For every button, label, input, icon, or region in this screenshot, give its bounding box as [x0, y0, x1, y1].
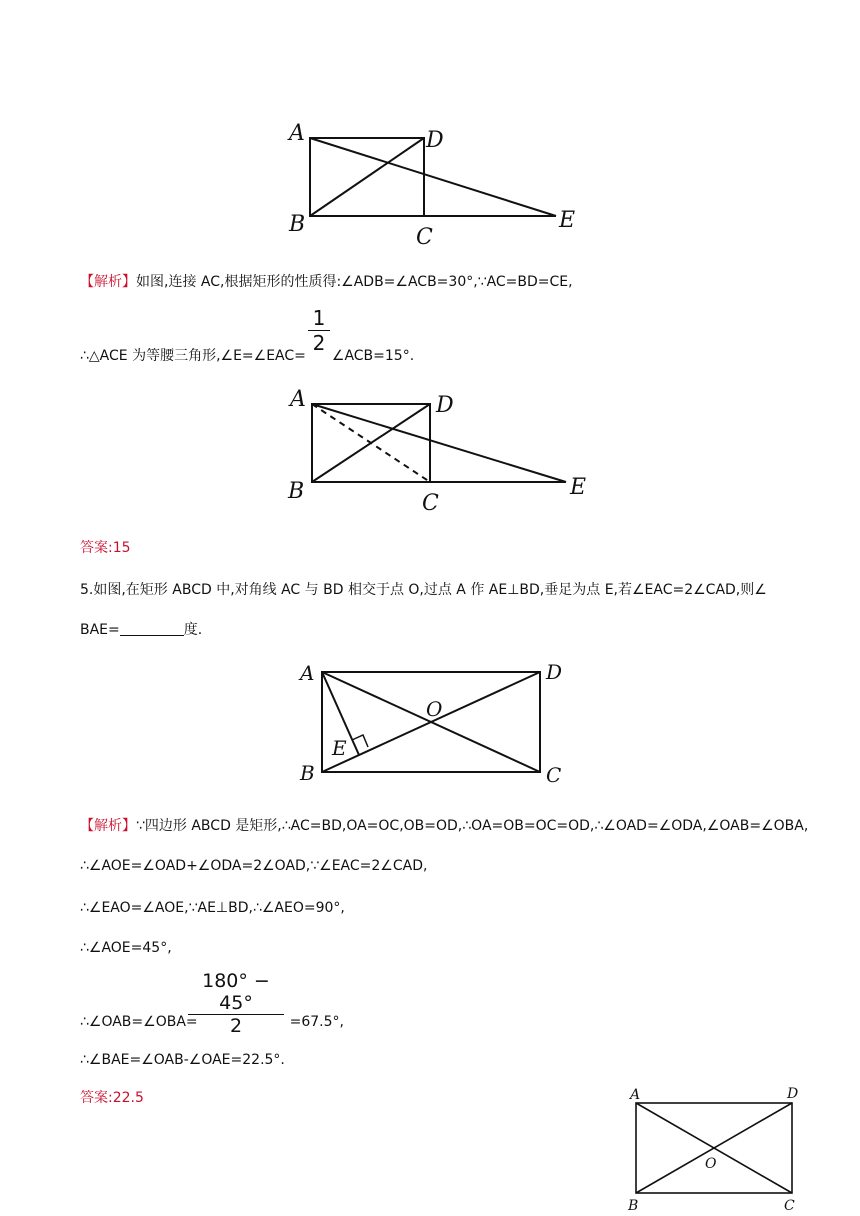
answer4: 答案:15 [80, 540, 131, 556]
label-a: A [289, 121, 305, 146]
solution5-line4: ∴∠AOE=45°, [80, 940, 172, 956]
solution4-line2: ∴△ACE 为等腰三角形,∠E=∠EAC= ∠ACB=15°. [80, 348, 415, 364]
label-b: B [289, 212, 306, 237]
solution5-line2: ∴∠AOE=∠OAD+∠ODA=2∠OAD,∵∠EAC=2∠CAD, [80, 858, 428, 874]
diagonal-bd [310, 138, 424, 216]
fraction-numerator: 180° − 45° [202, 970, 270, 1014]
label-c: C [546, 763, 562, 787]
label-b: B [300, 761, 315, 785]
fraction-denominator: 2 [229, 1015, 243, 1037]
label-b: B [288, 479, 305, 504]
label-o: O [705, 1156, 717, 1172]
solution-tag: 【解析】 [80, 818, 136, 834]
figure-rectangle-abcd-with-point-e [280, 118, 590, 248]
answer5: 答案:22.5 [80, 1090, 144, 1106]
label-a: A [290, 387, 306, 412]
label-d: D [436, 393, 454, 418]
label-b: B [628, 1198, 639, 1214]
solution-tag: 【解析】 [80, 274, 136, 290]
figure-rectangle-abcd-with-dashed-ac [280, 384, 600, 514]
solution5-line5: ∴∠OAB=∠OBA= =67.5°, [80, 1014, 344, 1030]
solution4-line1: 【解析】如图,连接 AC,根据矩形的性质得:∠ADB=∠ACB=30°,∵AC=BD=CE, [80, 274, 573, 290]
label-d: D [787, 1086, 799, 1102]
solution5-line6: ∴∠BAE=∠OAB-∠OAE=22.5°. [80, 1052, 285, 1068]
solution5-line3: ∴∠EAO=∠AOE,∵AE⊥BD,∴∠AEO=90°, [80, 900, 345, 916]
label-c: C [784, 1198, 795, 1214]
fraction-numerator: 1 [312, 306, 326, 330]
problem5-line2: BAE= 度. [80, 622, 203, 638]
figure-rectangle-abcd-with-diagonals [620, 1082, 810, 1214]
label-e: E [559, 208, 576, 233]
fraction-denominator: 2 [312, 331, 326, 355]
label-c: C [416, 225, 433, 248]
label-e: E [570, 475, 587, 500]
solution5-line1: 【解析】∵四边形 ABCD 是矩形,∴AC=BD,OA=OC,OB=OD,∴OA=OB=OC=OD,∴∠OAD=∠ODA,∠OAB=∠OBA, [80, 818, 809, 834]
answer-blank [120, 621, 184, 636]
figure-rectangle-abcd-with-ae-perpendicular [296, 658, 576, 788]
label-e: E [332, 736, 347, 760]
label-a: A [300, 661, 315, 685]
label-o: O [426, 697, 443, 721]
problem5-line1: 5.如图,在矩形 ABCD 中,对角线 AC 与 BD 相交于点 O,过点 A 作 AE⊥BD,垂足为点 E,若∠EAC=2∠CAD,则∠ [80, 582, 767, 598]
label-a: A [630, 1087, 641, 1103]
label-d: D [426, 128, 444, 153]
label-d: D [546, 660, 563, 684]
label-c: C [422, 491, 439, 514]
